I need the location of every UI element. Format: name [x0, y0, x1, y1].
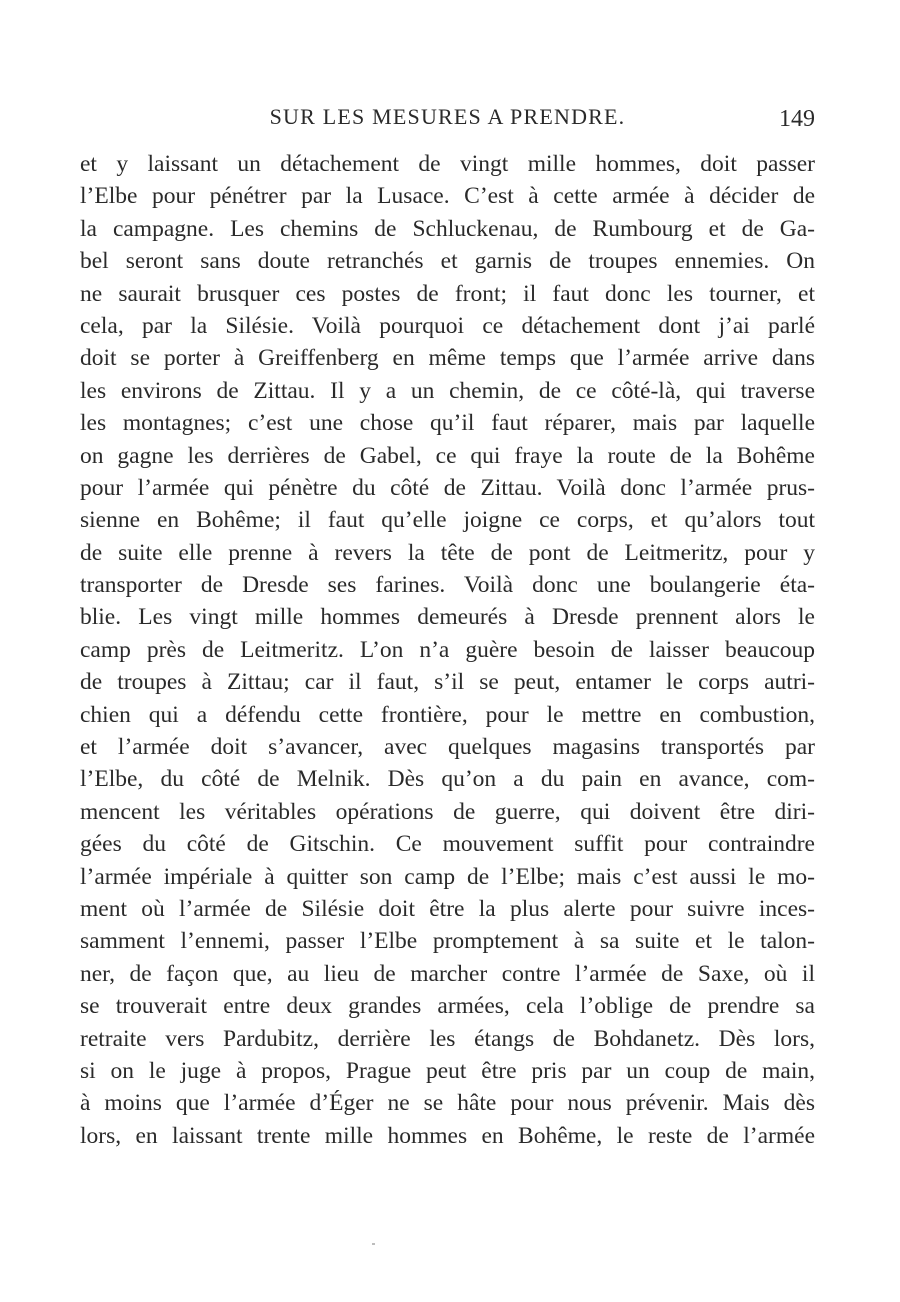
text-line: bel seront sans doute retranchés et garnis de troupes ennemies. On [80, 248, 815, 275]
text-line: camp près de Leitmeritz. L’on n’a guère besoin de laisser beaucoup [80, 636, 815, 663]
text-line: et l’armée doit s’avancer, avec quelques magasins transportés par [80, 734, 815, 761]
text-line: doit se porter à Greiffenberg en même temps que l’armée arrive dans [80, 345, 815, 372]
text-line: l’Elbe, du côté de Melnik. Dès qu’on a du pain en avance, com- [80, 766, 815, 793]
text-line: ment où l’armée de Silésie doit être la plus alerte pour suivre inces- [80, 895, 815, 922]
text-line: transporter de Dresde ses farines. Voilà donc une boulangerie éta- [80, 572, 815, 599]
text-line: la campagne. Les chemins de Schluckenau, de Rumbourg et de Ga- [80, 215, 815, 242]
text-line: les environs de Zittau. Il y a un chemin, de ce côté-là, qui traverse [80, 377, 815, 404]
running-title: SUR LES MESURES A PRENDRE. [269, 104, 626, 129]
text-line: de suite elle prenne à revers la tête de pont de Leitmeritz, pour y [80, 539, 815, 566]
text-line: retraite vers Pardubitz, derrière les étangs de Bohdanetz. Dès lors, [80, 1025, 815, 1052]
text-line: l’armée impériale à quitter son camp de l’Elbe; mais c’est aussi le mo- [80, 863, 815, 890]
text-line: les montagnes; c’est une chose qu’il faut réparer, mais par laquelle [80, 410, 815, 437]
text-line: sienne en Bohême; il faut qu’elle joigne ce corps, et qu’alors tout [80, 507, 815, 534]
text-line: blie. Les vingt mille hommes demeurés à Dresde prennent alors le [80, 604, 815, 631]
text-line: on gagne les derrières de Gabel, ce qui fraye la route de la Bohême [80, 442, 815, 469]
text-line: de troupes à Zittau; car il faut, s’il se peut, entamer le corps autri- [80, 669, 815, 696]
body-text [80, 148, 815, 1152]
text-line: et y laissant un détachement de vingt mille hommes, doit passer [80, 151, 815, 177]
text-line: samment l’ennemi, passer l’Elbe promptement à sa suite et le talon- [80, 928, 815, 955]
page-number: 149 [779, 106, 815, 132]
text-line: cela, par la Silésie. Voilà pourquoi ce détachement dont j’ai parlé [80, 312, 815, 339]
footer-mark [372, 1243, 375, 1245]
text-line: ne saurait brusquer ces postes de front; il faut donc les tourner, et [80, 280, 815, 307]
text-line: à moins que l’armée d’Éger ne se hâte pour nous prévenir. Mais dès [80, 1090, 815, 1117]
text-line: si on le juge à propos, Prague peut être pris par un coup de main, [80, 1057, 815, 1084]
text-line: se trouverait entre deux grandes armées, cela l’oblige de prendre sa [80, 993, 815, 1020]
text-line: lors, en laissant trente mille hommes en Bohême, le reste de l’armée [80, 1122, 815, 1149]
text-line: pour l’armée qui pénètre du côté de Zittau. Voilà donc l’armée prus- [80, 474, 815, 501]
running-head [80, 104, 815, 138]
text-line: chien qui a défendu cette frontière, pour le mettre en combustion, [80, 701, 815, 728]
text-line: gées du côté de Gitschin. Ce mouvement suffit pour contraindre [80, 831, 815, 858]
text-line: l’Elbe pour pénétrer par la Lusace. C’est à cette armée à décider de [80, 183, 815, 210]
text-line: ner, de façon que, au lieu de marcher contre l’armée de Saxe, où il [80, 960, 815, 987]
text-line: mencent les véritables opérations de guerre, qui doivent être diri- [80, 798, 815, 825]
